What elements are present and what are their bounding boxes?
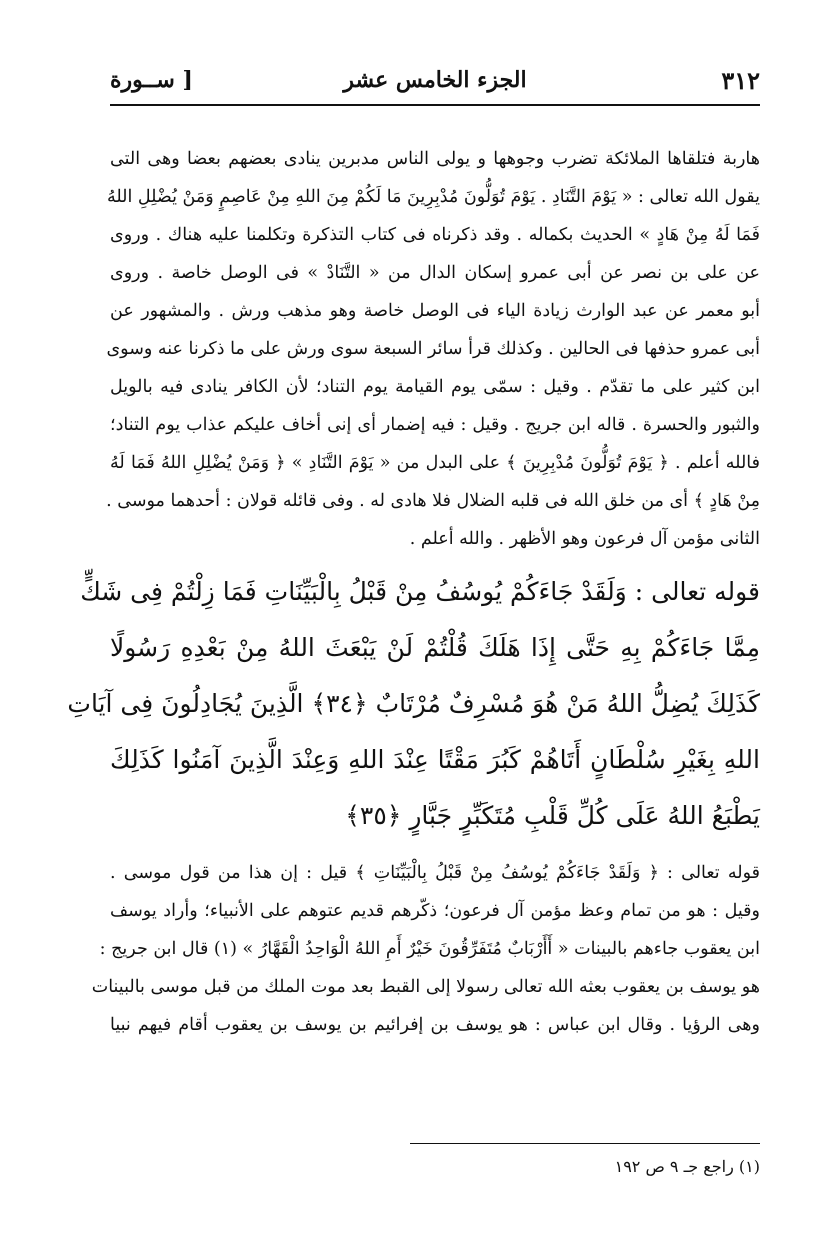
commentary-line: وهى الرؤيا . وقال ابن عباس : هو يوسف بن إفرائيم بن يوسف بن يعقوب أقام فيهم نبيا [110, 1015, 760, 1035]
text-line: الثانى مؤمن آل فرعون وهو الأظهر . والله أعلم . [409, 529, 760, 549]
part-title: الجزء الخامس عشر [343, 67, 527, 93]
footnote-rule [410, 1143, 760, 1144]
page-number: ٣١٢ [721, 65, 760, 95]
text-line: فالله أعلم . ﴿ يَوْمَ تُوَلُّونَ مُدْبِرِينَ ﴾ على البدل من « يَوْمَ التَّنَادِ » ﴿ وَمَنْ يُضْلِلِ اللهُ فَمَا لَهُ [110, 453, 760, 473]
text-line: أبو معمر عن عبد الوارث زيادة الياء فى الوصل خاصة وهو مذهب ورش . والمشهور عن [110, 301, 760, 321]
header-rule [110, 104, 760, 106]
commentary-line: ابن يعقوب جاءهم بالبينات « أَأَرْبَابٌ مُتَفَرِّقُونَ خَيْرٌ أَمِ اللهُ الْوَاحِدُ الْقَهَّارُ » (١) قال ابن جريج : [99, 939, 760, 959]
commentary-line: هو يوسف بن يعقوب بعثه الله تعالى رسولا إلى القبط بعد موت الملك من قبل موسى بالبينات [91, 977, 760, 997]
text-line: مِنْ هَادٍ ﴾ أى من خلق الله فى قلبه الضلال فلا هادى له . وفى قائله قولان : أحدهما موسى . [106, 491, 760, 511]
text-line: هاربة فتلقاها الملائكة تضرب وجوهها و يولى الناس مدبرين ينادى بعضهم بعضا وهى التى [110, 149, 760, 169]
text-line: فَمَا لَهُ مِنْ هَادٍ » الحديث بكماله . وقد ذكرناه فى كتاب التذكرة وتكلمنا عليه هناك . وروى [110, 225, 760, 245]
verse-line: كَذَلِكَ يُضِلُّ اللهُ مَنْ هُوَ مُسْرِفٌ مُرْتَابٌ ﴿٣٤﴾ الَّذِينَ يُجَادِلُونَ فِى آيَاتِ [67, 689, 760, 718]
page-header [110, 60, 760, 100]
text-line: والثبور والحسرة . قاله ابن جريج . وقيل : فيه إضمار أى إنى أخاف عليكم عذاب يوم التناد؛ [110, 415, 760, 435]
text-line: عن على بن نصر عن أبى عمرو إسكان الدال من « التَّنَادْ » فى الوصل خاصة . وروى [110, 263, 760, 283]
verse-line: اللهِ بِغَيْرِ سُلْطَانٍ أَتَاهُمْ كَبُرَ مَقْتًا عِنْدَ اللهِ وَعِنْدَ الَّذِينَ آمَنُوا كَذَلِكَ [110, 745, 760, 774]
commentary-line: وقيل : هو من تمام وعظ مؤمن آل فرعون؛ ذكّرهم قديم عتوهم على الأنبياء؛ وأراد يوسف [110, 901, 760, 921]
surah-label: [ ســورة [110, 67, 193, 93]
commentary-block [91, 854, 760, 1044]
verse-line: قوله تعالى : وَلَقَدْ جَاءَكُمْ يُوسُفُ مِنْ قَبْلُ بِالْبَيِّنَاتِ فَمَا زِلْتُمْ فِى شَكٍّ [80, 577, 760, 606]
quran-verse-block [67, 564, 760, 844]
text-line: أبى عمرو حذفها فى الحالين . وكذلك قرأ سائر السبعة سوى ورش على ما ذكرنا عنه وسوى [106, 339, 760, 359]
verse-line: مِمَّا جَاءَكُمْ بِهِ حَتَّى إِذَا هَلَكَ قُلْتُمْ لَنْ يَبْعَثَ اللهُ مِنْ بَعْدِهِ رَسُولًا [110, 633, 760, 662]
footnote: (١) راجع جـ ٩ ص ١٩٢ [614, 1157, 760, 1176]
commentary-line: قوله تعالى : ﴿ وَلَقَدْ جَاءَكُمْ يُوسُفُ مِنْ قَبْلُ بِالْبَيِّنَاتِ ﴾ قيل : إن هذا من قول موسى . [110, 863, 760, 883]
verse-line: يَطْبَعُ اللهُ عَلَى كُلِّ قَلْبِ مُتَكَبِّرٍ جَبَّارٍ ﴿٣٥﴾ [345, 801, 760, 830]
main-text [67, 140, 760, 1044]
text-line: يقول الله تعالى : « يَوْمَ التَّنَادِ . يَوْمَ تُوَلُّونَ مُدْبِرِينَ مَا لَكُمْ مِنَ اللهِ مِنْ عَاصِمٍ وَمَنْ يُضْلِلِ اللهُ [106, 187, 760, 207]
text-line: ابن كثير على ما تقدّم . وقيل : سمّى يوم القيامة يوم التناد؛ لأن الكافر ينادى فيه بالويل [110, 377, 760, 397]
